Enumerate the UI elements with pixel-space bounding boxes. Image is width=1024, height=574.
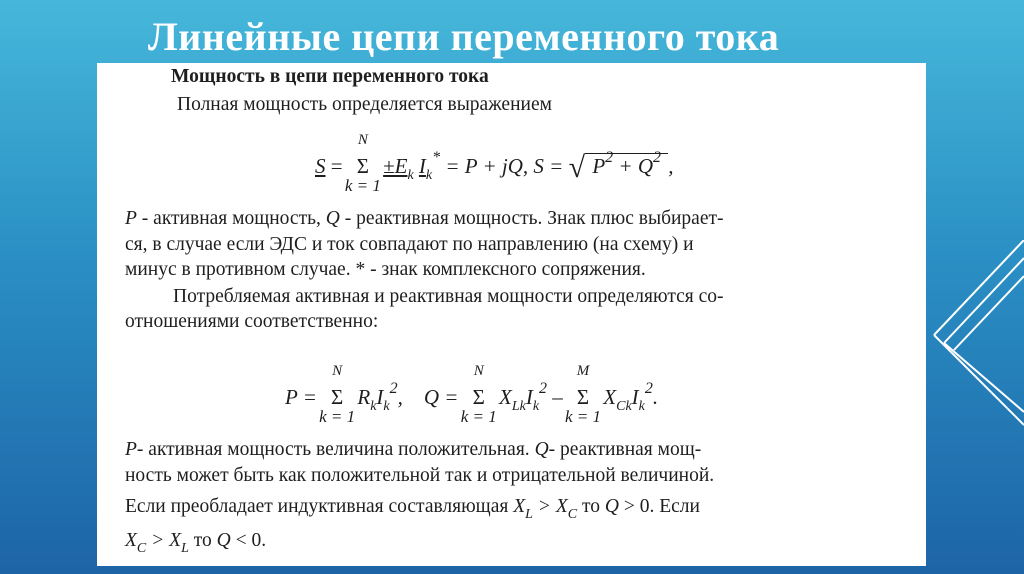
para3-line3: Если преобладает индуктивная составляющая $X_L > X_C$ то Q > 0. Если bbox=[125, 496, 700, 522]
para3-line2: ность может быть как положительной так и отрицательной величиной. bbox=[125, 465, 715, 486]
para1-line3: минус в противном случае. * - знак комплексного сопряжения. bbox=[125, 259, 646, 280]
para3-line1: P- активная мощность величина положительная. Q- реактивная мощ- bbox=[125, 439, 702, 460]
para2-line1: Потребляемая активная и реактивная мощности определяются со- bbox=[173, 286, 724, 307]
formula-active-reactive: P = N Σ k = 1 $R_kI_k^2$, Q = N Σ k = 1 $X_{Lk}I_k^2$ – M Σ k = 1 $X_{Ck}I_k^2$. bbox=[285, 363, 659, 426]
sum-symbol: N Σ k = 1 bbox=[344, 132, 381, 195]
para2-line2: отношениями соответственно: bbox=[125, 311, 379, 332]
section-heading: Мощность в цепи переменного тока bbox=[171, 66, 489, 87]
formula-full-power: S = N Σ k = 1 $\pm E_k$ $I_k^* = P$ + jQ, S = √ $P^2 + Q^2$ , bbox=[315, 132, 674, 195]
slide-title: Линейные цепи переменного тока bbox=[148, 14, 780, 59]
decorative-lines bbox=[914, 240, 1024, 430]
document-panel bbox=[97, 63, 926, 566]
para1-line1: P - активная мощность, Q - реактивная мощность. Знак плюс выбирает- bbox=[125, 208, 724, 229]
intro-text: Полная мощность определяется выражением bbox=[177, 94, 552, 115]
para3-line4: $X_C > X_L$ то Q < 0. bbox=[125, 530, 267, 556]
para1-line2: ся, в случае если ЭДС и ток совпадают по направлению (на схему) и bbox=[125, 234, 694, 255]
